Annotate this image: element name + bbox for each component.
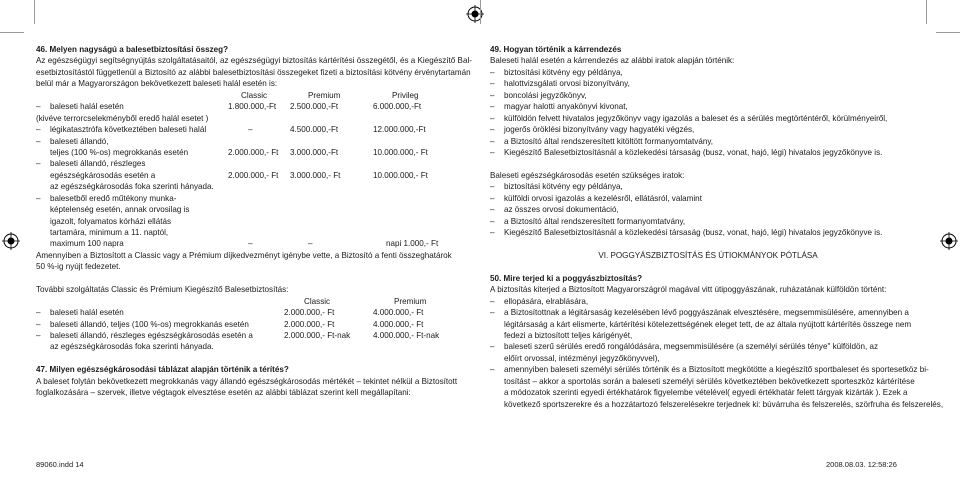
- dash: –: [490, 205, 495, 215]
- dash: –: [490, 308, 495, 318]
- row-label: baleseti halál esetén: [50, 102, 124, 112]
- dash: –: [36, 330, 41, 340]
- dash: –: [490, 125, 495, 135]
- list-item-text: légitársaság a kárt elismerte, kártérítési kötelezettségének eleget tett, de az általa nyújtott kártérítés összege nem: [504, 319, 912, 329]
- footer-date: 2008.08.03. 12:58:26: [826, 460, 897, 469]
- value-premium: 4.000.000,- Ft-nak: [373, 330, 440, 340]
- list-item: [490, 147, 926, 158]
- row-label: az egészségkárosodás foka szerinti hányada.: [50, 342, 214, 352]
- value-premium: 3.000.000,- Ft: [290, 170, 341, 180]
- table-row: [36, 307, 472, 318]
- list-item: [490, 193, 926, 204]
- list-item: [490, 67, 926, 78]
- row-label: az egészségkárosodás foka szerinti hányada.: [50, 182, 214, 192]
- list-item: [490, 113, 926, 124]
- list-item-text: a Biztosító által rendszeresített kitöltött formanyomtatvány,: [504, 136, 714, 146]
- right-page: [490, 44, 944, 410]
- list-item-text: az összes orvosi dokumentáció,: [504, 205, 619, 215]
- list-item: [490, 136, 926, 147]
- value-privileg: napi 1.000,- Ft: [386, 239, 439, 249]
- para2-line: 50 %-ig nyújt fedezetet.: [36, 262, 121, 272]
- document-list: [490, 67, 926, 159]
- table-row: [36, 170, 472, 181]
- dash: –: [36, 308, 41, 318]
- header-classic: Classic: [241, 90, 268, 100]
- row-label: egészségkárosodás esetén a: [50, 170, 156, 180]
- dash: –: [490, 216, 495, 226]
- left-page: [36, 44, 472, 399]
- table-row: [36, 227, 472, 238]
- list-item-text: Kiegészítő Balesetbiztosításnál a közlekedési társaság (busz, vonat, hajó, légi) hivatalos jegyzőkönyve is.: [504, 228, 883, 237]
- row-label: képtelenség esetén, annak orvosilag is: [50, 205, 190, 215]
- list-item-text: külföldön felvett hivatalos jegyzőkönyv vagy igazolás a baleset és a sérülés megtörténtéről, körülményeiről,: [504, 113, 888, 123]
- list-item-text: következő sportszerekre és a hozzátartozó felszerelésekre terjednek ki: búvárruha és felszerelés, szörfruha és felszerelés,: [504, 399, 944, 409]
- table-row: [36, 319, 472, 330]
- value-premium: 2.500.000,-Ft: [290, 102, 339, 112]
- registration-mark-icon: [466, 5, 484, 23]
- footer-file: 89060.indd 14: [36, 460, 84, 469]
- value-classic: 1.800.000,-Ft: [228, 102, 277, 112]
- dash: –: [490, 67, 495, 77]
- value-classic: –: [248, 125, 253, 135]
- header-premium: Premium: [308, 90, 341, 100]
- dash: –: [36, 102, 41, 112]
- list-item: [490, 330, 926, 341]
- row-label: tartamára, minimum a 11. naptól,: [50, 228, 169, 237]
- row-label: teljes (100 %-os) megrokkanás esetén: [50, 147, 189, 157]
- crop-mark: [34, 0, 35, 24]
- list-item: [490, 341, 926, 352]
- list-item: [490, 78, 926, 89]
- value-privileg: 6.000.000,-Ft: [373, 102, 422, 112]
- list-item: [490, 319, 926, 330]
- list-item: [490, 399, 944, 410]
- dash: –: [36, 125, 41, 135]
- value-premium: 3.000.000,-Ft: [290, 147, 339, 157]
- question-50-title: 50. Mire terjed ki a poggyászbiztosítás?: [490, 273, 643, 283]
- crop-mark: [0, 32, 24, 33]
- list-item-text: előírt orvossal, intézményi jegyzőkönyvvel),: [504, 353, 660, 363]
- table-row: [36, 330, 472, 341]
- value-classic: 2.000.000,- Ft: [228, 147, 279, 157]
- list-item-text: boncolási jegyzőkönyv,: [504, 90, 587, 100]
- list-item-text: a módozatok szerinti egyedi értékhatárok figyelembe vételével( egyedi értékhatár felett tárgyak kizárták ). Ezek a: [504, 388, 908, 398]
- row-label: baleseti állandó, részleges egészségkárosodás esetén a: [50, 330, 253, 340]
- table-row: [36, 238, 472, 249]
- value-classic: 2.000.000,- Ft: [284, 308, 335, 318]
- q46-para-line: Az egészségügyi segítségnyújtás szolgáltatásaitól, az egészségügyi biztosítás kártérítési összegétől, és a Kiegészítő Bal-: [36, 56, 472, 66]
- registration-mark-icon: [940, 232, 958, 250]
- list-item: [490, 364, 929, 375]
- list-item-text: a Biztosítottnak a légitársaság kezelésében lévő poggyászának elvesztésére, megsemmisülésére, amennyiben a: [504, 308, 909, 318]
- dash: –: [36, 193, 41, 203]
- list-item-text: amennyiben baleseti személyi sérülés történik és a Biztosított megkötötte a kiegészítő sportbaleset és sportesetköz bi-: [504, 365, 929, 375]
- except-line: (kivéve terrorcselekményből eredő halál esetet ): [36, 113, 209, 123]
- value-privileg: 10.000.000,- Ft: [373, 170, 428, 180]
- row-label: igazolt, folyamatos kórházi ellátás: [50, 216, 172, 226]
- list-item-text: külföldi orvosi igazolás a kezelésről, ellátásról, valamint: [504, 193, 702, 203]
- table-header-row: [36, 296, 472, 307]
- dash: –: [490, 342, 495, 352]
- table-row: [36, 147, 472, 158]
- value-classic: 2.000.000,- Ft: [228, 170, 279, 180]
- para3-line: További szolgáltatás Classic és Prémium Kiegészítő Balesetbiztosítás:: [36, 285, 289, 295]
- table-row: [36, 101, 472, 112]
- header-privileg: Privileg: [392, 90, 419, 100]
- list-item-text: Kiegészítő Balesetbiztosításnál a közlekedési társaság (busz, vonat, hajó, légi) hivatalos jegyzőkönyve is.: [504, 147, 883, 157]
- list-item: [490, 387, 926, 398]
- table-row: [36, 193, 472, 204]
- coverage-list: [490, 296, 944, 410]
- table-row: [36, 216, 472, 227]
- value-classic: –: [248, 239, 253, 249]
- header-classic: Classic: [304, 296, 331, 306]
- value-premium: 4.000.000,- Ft: [373, 308, 424, 318]
- dash: –: [490, 113, 495, 123]
- value-premium: 4.000.000,- Ft: [373, 319, 424, 329]
- table-header-row: [36, 90, 472, 101]
- value-classic: 2.000.000,- Ft-nak: [284, 330, 351, 340]
- q47-para-line: foglalkozására – szervek, illetve végtagok elvesztése esetén az alábbi táblázat szerint kell megállapítani:: [36, 388, 411, 398]
- dash: –: [490, 365, 495, 375]
- q47-para-line: A baleset folytán bekövetkezett megrokkanás vagy állandó egészségkárosodás mértékét – tekintet nélkül a Biztosított: [36, 376, 458, 386]
- dash: –: [490, 79, 495, 89]
- row-label: baleseti halál esetén: [50, 308, 124, 318]
- list-item: [490, 353, 926, 364]
- row-label: maximum 100 napra: [50, 239, 124, 249]
- dash: –: [490, 228, 495, 237]
- document-list: [490, 181, 926, 238]
- dash: –: [490, 136, 495, 146]
- registration-mark-icon: [2, 232, 20, 250]
- list-item: [490, 181, 926, 192]
- list-item: [490, 376, 926, 387]
- dash: –: [490, 147, 495, 157]
- q49-intro2: Baleseti egészségkárosodás esetén szükséges iratok:: [490, 170, 685, 180]
- question-47-title: 47. Milyen egészségkárosodási táblázat alapján történik a térítés?: [36, 365, 289, 375]
- dash: –: [490, 90, 495, 100]
- list-item-text: magyar halotti anyakönyvi kivonat,: [504, 102, 628, 112]
- row-label: baleseti állandó, teljes (100 %-os) megrokkanás esetén: [50, 319, 249, 329]
- list-item: [490, 124, 926, 135]
- list-item-text: halottvizsgálati orvosi bizonyítvány,: [504, 79, 630, 89]
- list-item: [490, 296, 926, 307]
- dash: –: [490, 193, 495, 203]
- crop-mark: [926, 0, 927, 24]
- list-item-text: biztosítási kötvény egy példánya,: [504, 182, 623, 192]
- section-title: VI. POGGYÁSZBIZTOSÍTÁS ÉS ÚTIOKMÁNYOK PÓTLÁSA: [598, 250, 818, 260]
- table-row: [36, 204, 472, 215]
- q46-para-line: belül már a Magyarországon bekövetkezett baleseti halál esetén is:: [36, 79, 278, 89]
- value-premium: 4.500.000,-Ft: [290, 125, 339, 135]
- dash: –: [490, 296, 495, 306]
- list-item: [490, 307, 926, 318]
- row-label: légikatasztrófa következtében baleseti halál: [50, 125, 207, 135]
- list-item: [490, 227, 926, 238]
- table-row: [36, 136, 472, 147]
- para2-line: Amennyiben a Biztosított a Classic vagy a Prémium díjkedvezményt igénybe vette, a Biztosító a fenti összeghatárok: [36, 250, 452, 260]
- table-row: [36, 124, 472, 135]
- question-49-title: 49. Hogyan történik a kárrendezés: [490, 45, 622, 54]
- list-item: [490, 101, 926, 112]
- list-item-text: tosítást – akkor a sportolás során a baleseti személyi sérülés következtében bekövetkezett sporteszköz kártérítése: [504, 376, 915, 386]
- list-item: [490, 90, 926, 101]
- row-label: baleseti állandó, részleges: [50, 159, 146, 169]
- table-row: [36, 341, 472, 352]
- value-privileg: 12.000.000,-Ft: [373, 125, 426, 135]
- list-item-text: a Biztosító által rendszeresített formanyomtatvány,: [504, 216, 686, 226]
- header-premium: Premium: [394, 296, 427, 306]
- dash: –: [36, 319, 41, 329]
- value-privileg: 10.000.000,- Ft: [373, 147, 428, 157]
- question-46-title: 46. Melyen nagyságú a balesetbiztosítási összeg?: [36, 45, 229, 54]
- list-item: [490, 216, 926, 227]
- q46-para-line: esetbiztosítástól függetlenül a Biztosító az alábbi balesetbiztosítási összegeket fizeti a biztosítási kötvény érvénytartamán: [36, 67, 471, 77]
- table-row: [36, 181, 472, 192]
- q49-intro: Baleseti halál esetén a kárrendezés az alábbi iratok alapján történik:: [490, 56, 735, 66]
- crop-mark: [936, 32, 960, 33]
- dash: –: [36, 159, 41, 169]
- q50-intro: A biztosítás kiterjed a Biztosított Magyarországról magával vitt útipoggyászának, ruházatának külföldön történt:: [490, 285, 887, 295]
- row-label: balesetből eredő műtékony munka-: [50, 193, 177, 203]
- list-item-text: biztosítási kötvény egy példánya,: [504, 67, 623, 77]
- table-row: [36, 158, 472, 169]
- dash: –: [490, 182, 495, 192]
- list-item-text: baleseti szerű sérülés eredő rongálódására, megsemmisülésére (a személyi sérülés ténye" külföldön, az: [504, 342, 879, 352]
- list-item-text: fedezi a biztosított teljes kárigényét,: [504, 330, 633, 340]
- dash: –: [490, 102, 495, 112]
- value-premium: –: [308, 239, 313, 249]
- list-item: [490, 204, 926, 215]
- crop-mark: [480, 0, 481, 24]
- row-label: baleseti állandó,: [50, 136, 109, 146]
- dash: –: [36, 136, 41, 146]
- list-item-text: ellopására, elrablására,: [504, 296, 589, 306]
- value-classic: 2.000.000,- Ft: [284, 319, 335, 329]
- list-item-text: jogerős öröklési bizonyítvány vagy hagyatéki végzés,: [504, 125, 695, 135]
